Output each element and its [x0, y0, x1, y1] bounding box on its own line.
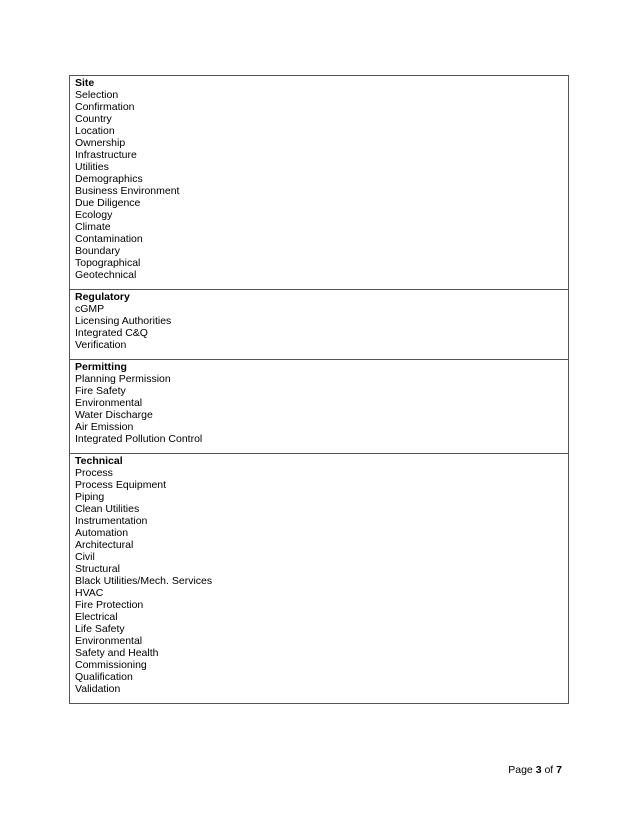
section-item: Integrated Pollution Control: [75, 433, 203, 445]
section-item: Climate: [75, 221, 111, 233]
document-table: [69, 75, 569, 704]
section-item: Validation: [75, 683, 121, 695]
section-item: Qualification: [75, 671, 133, 683]
section-item: HVAC: [75, 587, 104, 599]
section-item: Life Safety: [75, 623, 125, 635]
total-pages-number: 7: [556, 764, 562, 776]
section-row-regulatory: [70, 290, 569, 360]
section-item: Licensing Authorities: [75, 315, 172, 327]
section-item: Black Utilities/Mech. Services: [75, 575, 213, 587]
section-item: Clean Utilities: [75, 503, 140, 515]
section-item: Selection: [75, 89, 119, 101]
section-item: Process Equipment: [75, 479, 167, 491]
section-heading: Site: [75, 77, 95, 89]
section-cell: [70, 360, 569, 454]
section-item: Demographics: [75, 173, 143, 185]
section-heading: Regulatory: [75, 291, 130, 303]
section-item: Topographical: [75, 257, 141, 269]
section-row-technical: [70, 454, 569, 704]
section-row-permitting: [70, 360, 569, 454]
section-item: Process: [75, 467, 113, 479]
section-item: Boundary: [75, 245, 120, 257]
section-item: Contamination: [75, 233, 143, 245]
section-item: Country: [75, 113, 112, 125]
section-heading: Permitting: [75, 361, 127, 373]
section-item: Due Diligence: [75, 197, 141, 209]
section-item: Fire Protection: [75, 599, 144, 611]
section-item: Fire Safety: [75, 385, 126, 397]
section-item: Instrumentation: [75, 515, 148, 527]
section-item: Infrastructure: [75, 149, 137, 161]
section-item: Confirmation: [75, 101, 135, 113]
section-item: Electrical: [75, 611, 118, 623]
section-row-site: [70, 76, 569, 290]
section-item: Safety and Health: [75, 647, 159, 659]
section-item: Water Discharge: [75, 409, 153, 421]
section-item: Utilities: [75, 161, 109, 173]
section-item: Integrated C&Q: [75, 327, 148, 339]
section-item: Environmental: [75, 397, 143, 409]
section-item: Piping: [75, 491, 105, 503]
section-item: Structural: [75, 563, 120, 575]
section-item: Commissioning: [75, 659, 147, 671]
section-item: Location: [75, 125, 115, 137]
section-item: Civil: [75, 551, 95, 563]
section-item: Geotechnical: [75, 269, 137, 281]
section-heading: Technical: [75, 455, 123, 467]
section-item: Air Emission: [75, 421, 134, 433]
section-item: Business Environment: [75, 185, 180, 197]
section-item: Environmental: [75, 635, 143, 647]
table-body: [70, 76, 569, 704]
section-item: Verification: [75, 339, 127, 351]
section-cell: [70, 76, 569, 290]
page-label: Page: [508, 764, 533, 776]
section-item: Ownership: [75, 137, 126, 149]
section-item: Ecology: [75, 209, 113, 221]
section-item: Architectural: [75, 539, 134, 551]
section-item: Planning Permission: [75, 373, 171, 385]
page-of-label: of: [544, 764, 554, 776]
section-item: cGMP: [75, 303, 105, 315]
section-cell: [70, 290, 569, 360]
page-footer: [508, 764, 562, 776]
section-cell: [70, 454, 569, 704]
section-item: Automation: [75, 527, 129, 539]
current-page-number: 3: [535, 764, 542, 776]
